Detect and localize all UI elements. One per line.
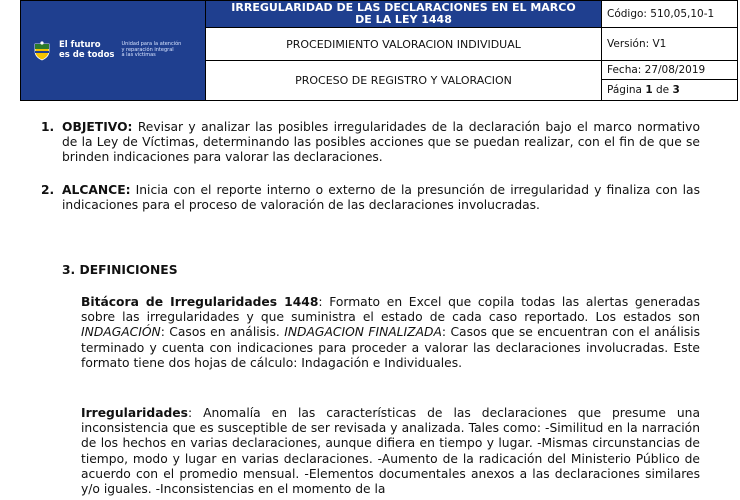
procedure-name: PROCEDIMIENTO VALORACION INDIVIDUAL — [206, 28, 602, 61]
logo-slogan: El futuro es de todos — [59, 40, 115, 60]
logo-entity-name: Unidad para la atención y reparación integral a las víctimas — [121, 40, 182, 59]
section-number: 2. — [41, 183, 55, 197]
section-objetivo — [41, 120, 700, 166]
section-label: OBJETIVO: — [62, 120, 133, 134]
definition-bitacora: Bitácora de Irregularidades 1448: Formato en Excel que copila todas las alertas generadas sobre las irregularidades y que suministra el estado de cada caso reportado. Los estados son INDAGACIÓN: Casos en análisis. INDAGACION FINALIZADA: Casos que se encuentran con el análisis terminado y cuenta con indicaciones para proceder a valorar las declaraciones involucradas. Este formato tiene dos hojas de cálculo: Indagación e Individuales. — [81, 295, 701, 370]
logo — [21, 2, 205, 99]
document-date: Fecha: 27/08/2019 — [602, 61, 738, 80]
logo-cell — [21, 1, 206, 101]
process-name: PROCESO DE REGISTRO Y VALORACION — [206, 61, 602, 101]
section-label: ALCANCE: — [62, 183, 131, 197]
definition-term: Irregularidades — [81, 406, 188, 420]
section-text: Revisar y analizar las posibles irregularidades de la declaración bajo el marco normativo de la Ley de Víctimas, determinando las posibles acciones que se puedan realizar, con el fin de que se brinden indicaciones para valorar las declaraciones. — [62, 120, 700, 165]
coat-of-arms-icon — [33, 41, 51, 61]
document-title: IRREGULARIDAD DE LAS DECLARACIONES EN EL MARCO DE LA LEY 1448 — [206, 1, 602, 28]
document-version: Versión: V1 — [602, 28, 738, 61]
section-alcance — [41, 183, 700, 213]
document-header — [20, 0, 738, 101]
section-text: Inicia con el reporte interno o externo de la presunción de irregularidad y finaliza con las indicaciones para el proceso de valoración de las declaraciones involucradas. — [62, 183, 700, 213]
page-number: Página 1 de 3 — [602, 80, 738, 101]
document-code: Código: 510,05,10-1 — [602, 1, 738, 28]
definition-irregularidades: Irregularidades: Anomalía en las características de las declaraciones que presume una inconsistencia que es susceptible de ser revisada y analizada. Tales como: -Similitud en la narración de los hechos en varias declaraciones, aunque difiera en tiempo y lugar. -Mismas circunstancias de tiempo, modo y lugar en varias declaraciones. -Aumento de la radicación del Ministerio Público de acuerdo con el promedio mensual. -Elementos documentales anexos a las declaraciones similares y/o iguales. -Inconsistencias en el momento de la — [81, 406, 700, 497]
section-number: 1. — [41, 120, 55, 134]
section-definiciones-title: 3. DEFINICIONES — [62, 263, 178, 277]
definition-term: Bitácora de Irregularidades 1448 — [81, 295, 319, 309]
